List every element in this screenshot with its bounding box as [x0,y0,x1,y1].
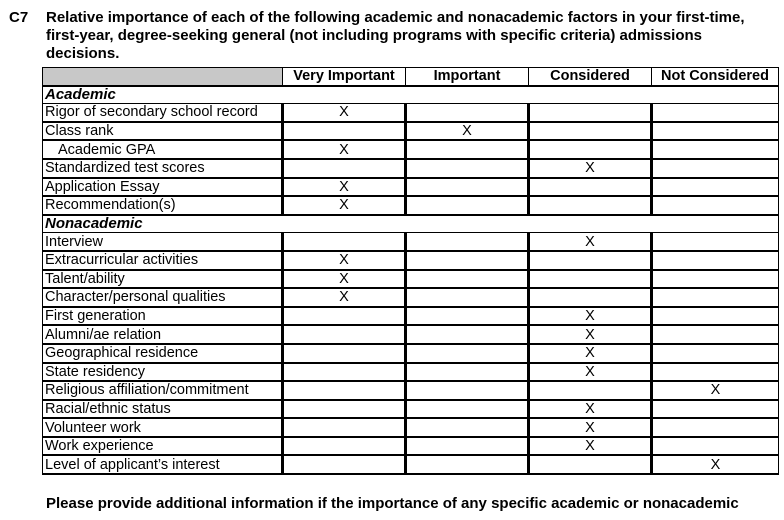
section-title: Academic [43,86,779,104]
table-body [43,86,779,474]
rating-cell [529,178,652,197]
rating-cell [406,159,529,178]
factor-row [43,455,779,474]
rating-cell [652,122,779,141]
factor-label: First generation [43,307,283,326]
factor-row [43,418,779,437]
rating-cell [406,307,529,326]
factor-label: Academic GPA [43,140,283,159]
rating-cell [406,104,529,122]
factor-row [43,325,779,344]
column-header-very-important: Very Important [283,68,406,86]
rating-cell [283,437,406,456]
rating-cell: X [529,400,652,419]
rating-cell: X [529,418,652,437]
rating-cell: X [406,122,529,141]
header-row [43,68,779,86]
header-blank-cell [43,68,283,86]
rating-cell: X [283,288,406,307]
factor-label: Standardized test scores [43,159,283,178]
footer-note: Please provide additional information if the importance of any specific academic or nonacademic [46,495,739,512]
factor-label: Religious affiliation/commitment [43,381,283,400]
rating-cell [283,233,406,251]
rating-cell: X [283,196,406,215]
rating-cell [406,437,529,456]
factor-row [43,196,779,215]
rating-cell [406,233,529,251]
rating-cell [406,381,529,400]
rating-cell [652,196,779,215]
factor-row [43,400,779,419]
question-text: Relative importance of each of the following academic and nonacademic factors in your first-time, first-year, degree-seeking general (not including programs with specific criteria) admissions decisions. [46,9,745,62]
rating-cell [406,344,529,363]
factor-row [43,270,779,289]
rating-cell [406,325,529,344]
rating-cell [652,159,779,178]
rating-cell: X [529,325,652,344]
rating-cell [652,178,779,197]
rating-cell [529,455,652,474]
rating-cell [406,418,529,437]
factor-row [43,122,779,141]
rating-cell [283,159,406,178]
factor-row [43,381,779,400]
rating-cell [529,140,652,159]
factor-label: Character/personal qualities [43,288,283,307]
rating-cell [283,325,406,344]
rating-cell [529,122,652,141]
rating-cell [652,288,779,307]
rating-cell [283,363,406,382]
section-title: Nonacademic [43,215,779,233]
factor-label: Work experience [43,437,283,456]
rating-cell: X [283,178,406,197]
factor-row [43,233,779,251]
factor-label: Level of applicant’s interest [43,455,283,474]
rating-cell [652,344,779,363]
rating-cell [406,455,529,474]
factor-label: State residency [43,363,283,382]
factor-label: Geographical residence [43,344,283,363]
rating-cell [283,400,406,419]
rating-cell: X [652,455,779,474]
rating-cell: X [283,104,406,122]
rating-cell [529,104,652,122]
rating-cell [529,270,652,289]
rating-cell [652,437,779,456]
factor-row [43,437,779,456]
factor-label: Volunteer work [43,418,283,437]
factor-row [43,140,779,159]
rating-cell: X [529,344,652,363]
rating-cell [652,307,779,326]
factor-row [43,251,779,270]
factor-label: Extracurricular activities [43,251,283,270]
factors-table [42,67,779,475]
factor-row [43,178,779,197]
factor-label: Recommendation(s) [43,196,283,215]
factor-label: Talent/ability [43,270,283,289]
factor-label: Interview [43,233,283,251]
rating-cell [652,251,779,270]
rating-cell [529,288,652,307]
factor-label: Application Essay [43,178,283,197]
factor-row [43,363,779,382]
factor-label: Alumni/ae relation [43,325,283,344]
rating-cell [283,455,406,474]
column-header-important: Important [406,68,529,86]
column-header-not-considered: Not Considered [652,68,779,86]
rating-cell: X [652,381,779,400]
rating-cell [283,418,406,437]
rating-cell [283,307,406,326]
rating-cell [406,196,529,215]
rating-cell [406,251,529,270]
rating-cell: X [529,233,652,251]
rating-cell [529,381,652,400]
factor-row [43,288,779,307]
rating-cell: X [529,437,652,456]
rating-cell [283,381,406,400]
factor-row [43,344,779,363]
factor-label: Racial/ethnic status [43,400,283,419]
rating-cell [283,344,406,363]
rating-cell: X [283,251,406,270]
section-row [43,215,779,233]
factor-row [43,159,779,178]
factor-row [43,307,779,326]
rating-cell [652,325,779,344]
rating-cell: X [283,140,406,159]
rating-cell: X [529,307,652,326]
rating-cell [406,363,529,382]
rating-cell [652,140,779,159]
factor-label: Class rank [43,122,283,141]
rating-cell [406,400,529,419]
rating-cell [652,418,779,437]
rating-cell [406,288,529,307]
rating-cell: X [283,270,406,289]
section-row [43,86,779,104]
rating-cell [529,196,652,215]
rating-cell: X [529,159,652,178]
rating-cell [652,363,779,382]
column-header-considered: Considered [529,68,652,86]
rating-cell [652,400,779,419]
rating-cell [406,140,529,159]
factor-row [43,104,779,122]
factor-label: Rigor of secondary school record [43,104,283,122]
rating-cell [652,233,779,251]
rating-cell [529,251,652,270]
question-number: C7 [9,9,29,26]
rating-cell [283,122,406,141]
rating-cell [652,104,779,122]
rating-cell [406,270,529,289]
rating-cell [652,270,779,289]
rating-cell: X [529,363,652,382]
rating-cell [406,178,529,197]
